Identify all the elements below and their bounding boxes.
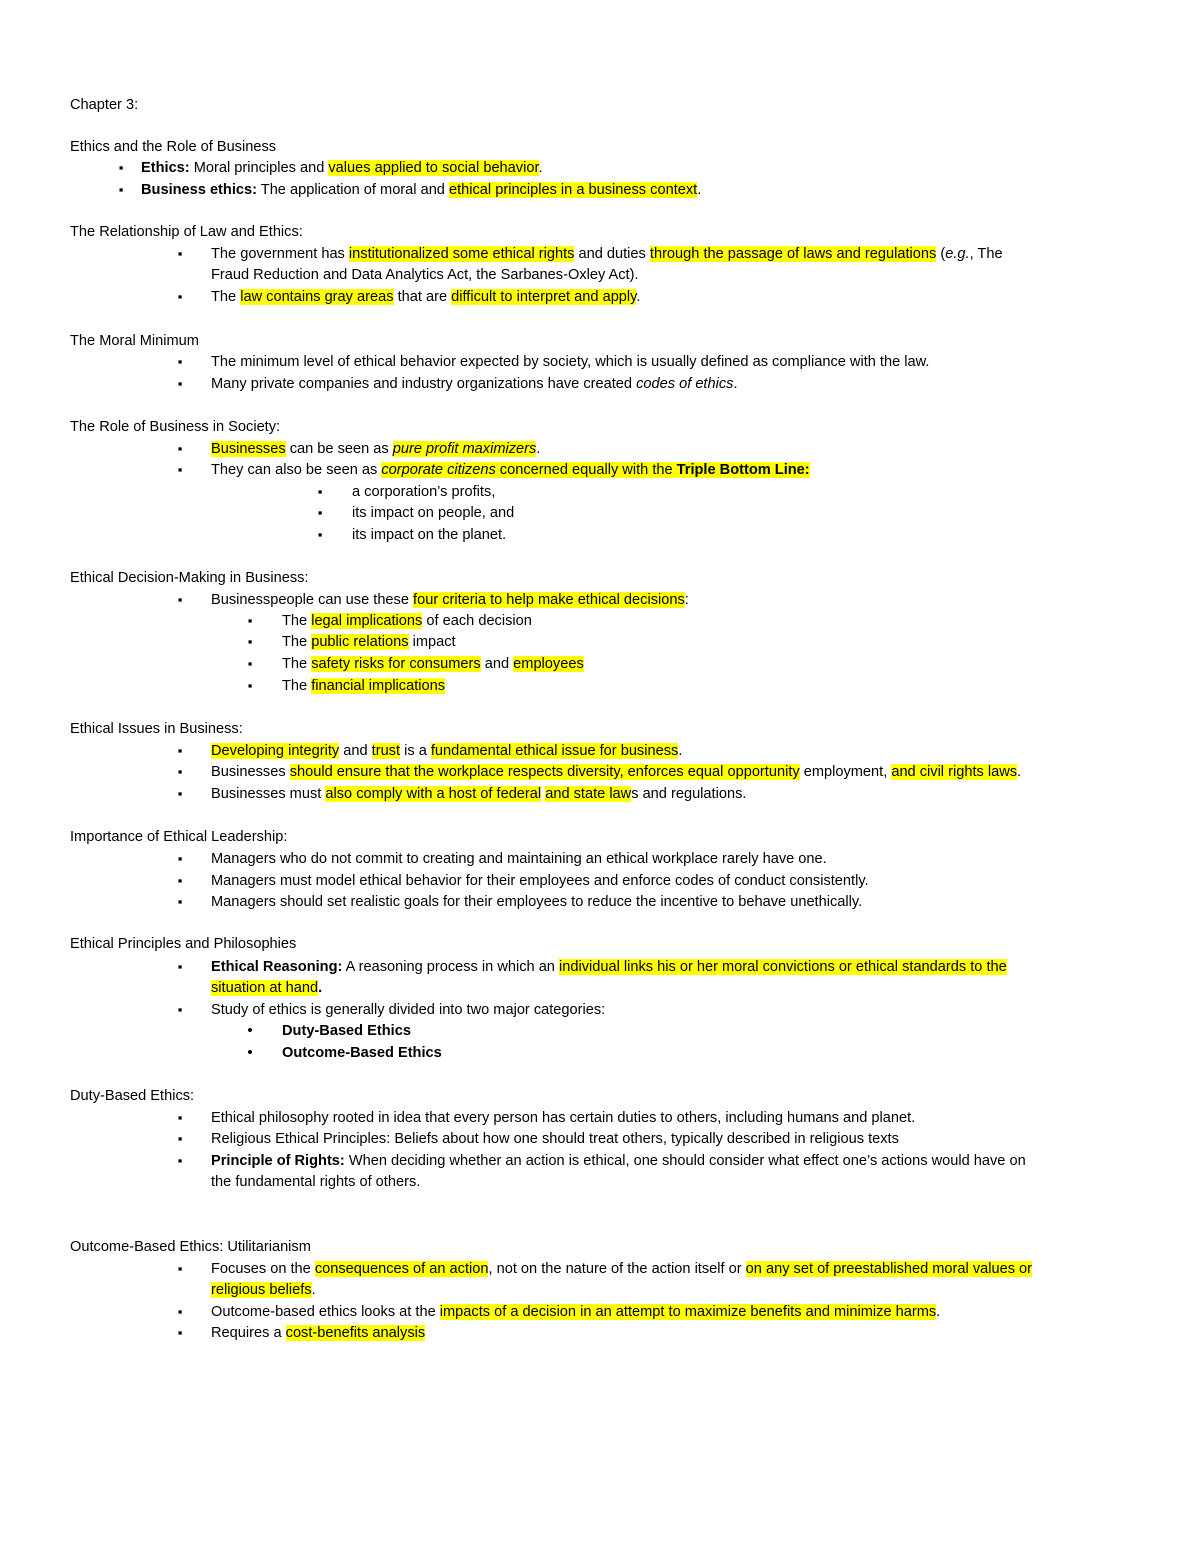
section-heading: The Relationship of Law and Ethics:	[70, 224, 303, 240]
list-item: Managers must model ethical behavior for their employees and enforce codes of conduct consistently.	[211, 873, 869, 889]
section-heading: The Role of Business in Society:	[70, 419, 281, 435]
list-item: The law contains gray areas that are difficult to interpret and apply.	[211, 289, 641, 305]
bullet-icon: ▪	[177, 376, 183, 391]
chapter-title: Chapter 3:	[70, 97, 139, 113]
bullet-icon: ▪	[177, 959, 183, 974]
bullet-icon: ▪	[177, 743, 183, 758]
list-item: Business ethics: The application of moral and ethical principles in a business context.	[141, 182, 702, 198]
bullet-icon: ▪	[177, 1325, 183, 1340]
list-item: Requires a cost-benefits analysis	[211, 1325, 426, 1341]
sub-list-item: Outcome-Based Ethics	[282, 1045, 442, 1061]
list-item: Managers who do not commit to creating and maintaining an ethical workplace rarely have one.	[211, 851, 827, 867]
bullet-icon: ▪	[177, 441, 183, 456]
bullet-icon: ▪	[177, 246, 183, 261]
dot-bullet-icon: •	[247, 1044, 253, 1061]
section-heading: Outcome-Based Ethics: Utilitarianism	[70, 1239, 311, 1255]
bullet-icon: ▪	[317, 484, 323, 499]
bullet-icon: ▪	[177, 1261, 183, 1276]
sub-list-item: The legal implications of each decision	[282, 613, 532, 629]
list-item: Study of ethics is generally divided into two major categories:	[211, 1002, 606, 1018]
bullet-icon: ▪	[177, 1002, 183, 1017]
sub-list-item: a corporation’s profits,	[352, 484, 496, 500]
section-heading: Importance of Ethical Leadership:	[70, 829, 288, 845]
bullet-icon: ▪	[177, 462, 183, 477]
list-item-continuation: the fundamental rights of others.	[211, 1174, 421, 1190]
section-heading: Ethical Issues in Business:	[70, 721, 243, 737]
list-item: Focuses on the consequences of an action, not on the nature of the action itself or on any set of preestablished moral values or	[211, 1261, 1033, 1277]
bullet-icon: ▪	[177, 873, 183, 888]
list-item: Businesses can be seen as pure profit maximizers.	[211, 441, 541, 457]
sub-list-item: The public relations impact	[282, 634, 456, 650]
list-item: Developing integrity and trust is a fundamental ethical issue for business.	[211, 743, 683, 759]
list-item: The minimum level of ethical behavior expected by society, which is usually defined as compliance with the law.	[211, 354, 930, 370]
bullet-icon: ▪	[177, 1153, 183, 1168]
sub-list-item: its impact on people, and	[352, 505, 515, 521]
bullet-icon: ▪	[317, 527, 323, 542]
section-heading: Ethics and the Role of Business	[70, 139, 277, 155]
list-item: Many private companies and industry organizations have created codes of ethics.	[211, 376, 738, 392]
list-item: Principle of Rights: When deciding whether an action is ethical, one should consider what effect one’s actions would have on	[211, 1153, 1026, 1169]
list-item: Religious Ethical Principles: Beliefs about how one should treat others, typically described in religious texts	[211, 1131, 899, 1147]
list-item: Ethical Reasoning: A reasoning process in which an individual links his or her moral convictions or ethical standards to the	[211, 959, 1007, 975]
bullet-icon: ▪	[317, 505, 323, 520]
dot-bullet-icon: •	[247, 1022, 253, 1039]
bullet-icon: ▪	[177, 592, 183, 607]
list-item: Businesses must also comply with a host of federal and state laws and regulations.	[211, 786, 747, 802]
bullet-icon: ▪	[247, 613, 253, 628]
list-item: Managers should set realistic goals for their employees to reduce the incentive to behave unethically.	[211, 894, 863, 910]
bullet-icon: ▪	[177, 894, 183, 909]
list-item: Outcome-based ethics looks at the impacts of a decision in an attempt to maximize benefits and minimize harms.	[211, 1304, 941, 1320]
bullet-icon: ▪	[177, 1131, 183, 1146]
sub-list-item: The safety risks for consumers and employees	[282, 656, 584, 672]
list-item-continuation: situation at hand.	[211, 980, 323, 996]
section-heading: The Moral Minimum	[70, 333, 199, 349]
section-heading: Ethical Principles and Philosophies	[70, 936, 297, 952]
section-heading: Duty-Based Ethics:	[70, 1088, 195, 1104]
bullet-icon: ▪	[177, 851, 183, 866]
bullet-icon: ▪	[247, 656, 253, 671]
list-item: Businesses should ensure that the workplace respects diversity, enforces equal opportunity employment, and civil rights laws.	[211, 764, 1022, 780]
sub-list-item: Duty-Based Ethics	[282, 1023, 411, 1039]
bullet-icon: ▪	[177, 1110, 183, 1125]
list-item: Businesspeople can use these four criteria to help make ethical decisions:	[211, 592, 689, 608]
sub-list-item: its impact on the planet.	[352, 527, 507, 543]
list-item: The government has institutionalized some ethical rights and duties through the passage of laws and regulations (e.g., The	[211, 246, 1003, 262]
sub-list-item: The financial implications	[282, 678, 446, 694]
bullet-icon: ▪	[118, 182, 124, 197]
list-item: Ethical philosophy rooted in idea that every person has certain duties to others, including humans and planet.	[211, 1110, 916, 1126]
bullet-icon: ▪	[247, 634, 253, 649]
section-heading: Ethical Decision-Making in Business:	[70, 570, 309, 586]
list-item: Ethics: Moral principles and values applied to social behavior.	[141, 160, 543, 176]
bullet-icon: ▪	[177, 354, 183, 369]
bullet-icon: ▪	[177, 786, 183, 801]
list-item-continuation: Fraud Reduction and Data Analytics Act, the Sarbanes-Oxley Act).	[211, 267, 639, 283]
bullet-icon: ▪	[177, 764, 183, 779]
bullet-icon: ▪	[247, 678, 253, 693]
bullet-icon: ▪	[177, 1304, 183, 1319]
list-item-continuation: religious beliefs.	[211, 1282, 316, 1298]
list-item: They can also be seen as corporate citizens concerned equally with the Triple Bottom Line:	[211, 462, 810, 478]
bullet-icon: ▪	[177, 289, 183, 304]
bullet-icon: ▪	[118, 160, 124, 175]
